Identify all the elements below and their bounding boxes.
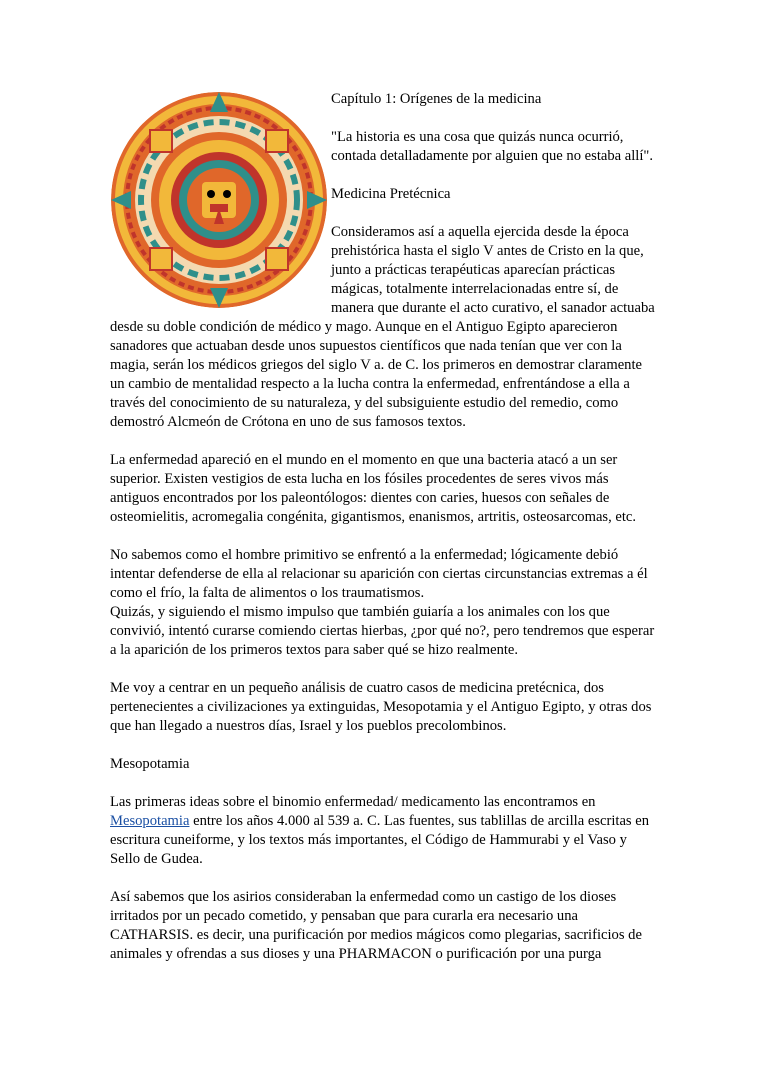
paragraph-cuatro-casos: Me voy a centrar en un pequeño análisis de cuatro casos de medicina pretécnica, dos pertenecientes a civilizaciones ya extinguidas, Mesopotamia y el Antiguo Egipto, y otras dos que han llegado a nuestros días, Israel y los pueblos precolombinos. — [110, 680, 652, 734]
paragraph-pretecnica: Consideramos así a aquella ejercida desde la época prehistórica hasta el siglo V antes de Cristo en la que, junto a prácticas terapéuticas aparecían prácticas mágicas, totalmente interrelacionadas entre sí, de manera que durante el acto curativo, el sanador actuaba desde su doble condición de médico y mago. Aunque en el Antiguo Egipto aparecieron sanadores que actuaban desde unos supuestos científicos que nada tenían que ver con la magia, serán los médicos griegos del siglo V a. de C. los primeros en demostrar claramente un cambio de mentalidad respecto a la lucha contra la enfermedad, enfrentándose a ella a través del conocimiento de su naturaleza, y del subsiguiente estudio del remedio, como demostró Alcmeón de Crótona en uno de sus famosos textos. — [110, 224, 655, 430]
aztec-sun-stone-icon — [110, 90, 328, 310]
paragraph-mesopotamia-after: entre los años 4.000 al 539 a. C. Las fuentes, sus tablillas de arcilla escritas en escritura cuneiforme, y los textos más importantes, el Código de Hammurabi y el Vaso y Sello de Gudea. — [110, 813, 650, 867]
mesopotamia-link[interactable]: Mesopotamia — [110, 813, 190, 829]
paragraph-quizas: Quizás, y siguiendo el mismo impulso que también guiaría a los animales con los que convivió, intentó curarse comiendo ciertas hierbas, ¿por qué no?, pero tendremos que esperar a la aparición de los primeros textos para saber qué se hizo realmente. — [110, 604, 655, 658]
aztec-calendar-image — [110, 90, 328, 310]
section-heading-mesopotamia: Mesopotamia — [110, 756, 190, 772]
paragraph-asirios: Así sabemos que los asirios consideraban la enfermedad como un castigo de los dioses irritados por un pecado cometido, y pensaban que para curarla era necesario una CATHARSIS. es decir, una purificación por medios mágicos como plegarias, sacrificios de animales y ofrendas a sus dioses y una PHARMACON o purificación por una purga — [110, 889, 642, 962]
paragraph-mesopotamia-before: Las primeras ideas sobre el binomio enfermedad/ medicamento las encontramos en — [110, 794, 596, 810]
chapter-title: Capítulo 1: Orígenes de la medicina — [331, 91, 542, 107]
section-heading-pretecnica: Medicina Pretécnica — [331, 186, 451, 202]
paragraph-enfermedad: La enfermedad apareció en el mundo en el momento en que una bacteria atacó a un ser superior. Existen vestigios de esta lucha en los fósiles procedentes de seres vivos más antiguos encontrados por los paleontólogos: dientes con caries, huesos con señales de osteomielitis, acromegalia congénita, gigantismos, enanismos, artritis, osteosarcomas, etc. — [110, 452, 637, 525]
paragraph-mesopotamia — [110, 793, 658, 869]
paragraph-hombre-primitivo: No sabemos como el hombre primitivo se enfrentó a la enfermedad; lógicamente debió intentar defenderse de ella al relacionar su aparición con ciertas circunstancias extremas a él como el frío, la falta de alimentos o los traumatismos. — [110, 547, 648, 601]
document-page — [110, 90, 658, 983]
epigraph-quote: "La historia es una cosa que quizás nunca ocurrió, contada detalladamente por alguien que no estaba allí". — [331, 129, 654, 164]
